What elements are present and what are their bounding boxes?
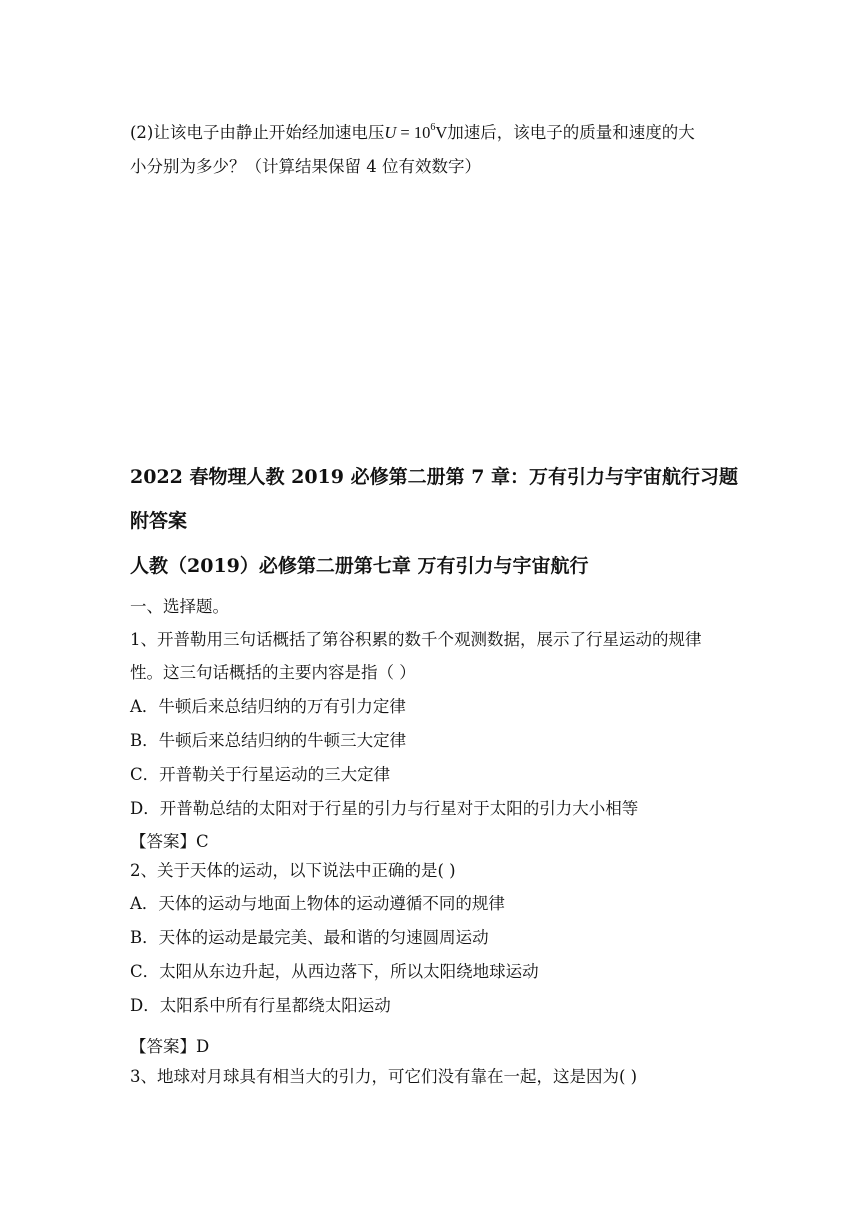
q3-stem: 3、地球对月球具有相当大的引力，可它们没有靠在一起，这是因为( ): [130, 1067, 638, 1086]
q2-answer: 【答案】D: [130, 1037, 210, 1056]
q2-stem: 2、关于天体的运动，以下说法中正确的是( ): [130, 861, 456, 880]
voltage-formula: $U = 10^6V$: [384, 122, 448, 142]
q1-answer: 【答案】C: [130, 832, 209, 851]
part2-line2: 小分别为多少？（计算结果保留 4 位有效数字）: [130, 157, 481, 176]
q1-stem-line1: 1、开普勒用三句话概括了第谷积累的数千个观测数据，展示了行星运动的规律: [130, 630, 702, 649]
doc-title-line2: 附答案: [130, 510, 188, 532]
q1-option-a: A．牛顿后来总结归纳的万有引力定律: [130, 697, 406, 716]
part2-text-pre: (2)让该电子由静止开始经加速电压: [130, 123, 385, 142]
q1-option-c: C．开普勒关于行星运动的三大定律: [130, 765, 391, 784]
q2-option-a: A．天体的运动与地面上物体的运动遵循不同的规律: [130, 894, 505, 913]
q2-option-c: C．太阳从东边升起，从西边落下，所以太阳绕地球运动: [130, 962, 539, 981]
q2-option-b: B．天体的运动是最完美、最和谐的匀速圆周运动: [130, 928, 489, 947]
section-heading: 一、选择题。: [130, 597, 229, 616]
part2-text-post: 加速后，该电子的质量和速度的大: [447, 123, 695, 142]
doc-title-line1: 2022 春物理人教 2019 必修第二册第 7 章：万有引力与宇宙航行习题: [130, 466, 739, 488]
q1-stem-line2: 性。这三句话概括的主要内容是指（ ）: [130, 663, 416, 682]
doc-subtitle: 人教（2019）必修第二册第七章 万有引力与宇宙航行: [130, 555, 589, 577]
q2-option-d: D．太阳系中所有行星都绕太阳运动: [130, 996, 391, 1015]
q1-option-b: B．牛顿后来总结归纳的牛顿三大定律: [130, 731, 407, 750]
q1-option-d: D．开普勒总结的太阳对于行星的引力与行星对于太阳的引力大小相等: [130, 799, 639, 818]
part2-line1: [130, 117, 695, 144]
